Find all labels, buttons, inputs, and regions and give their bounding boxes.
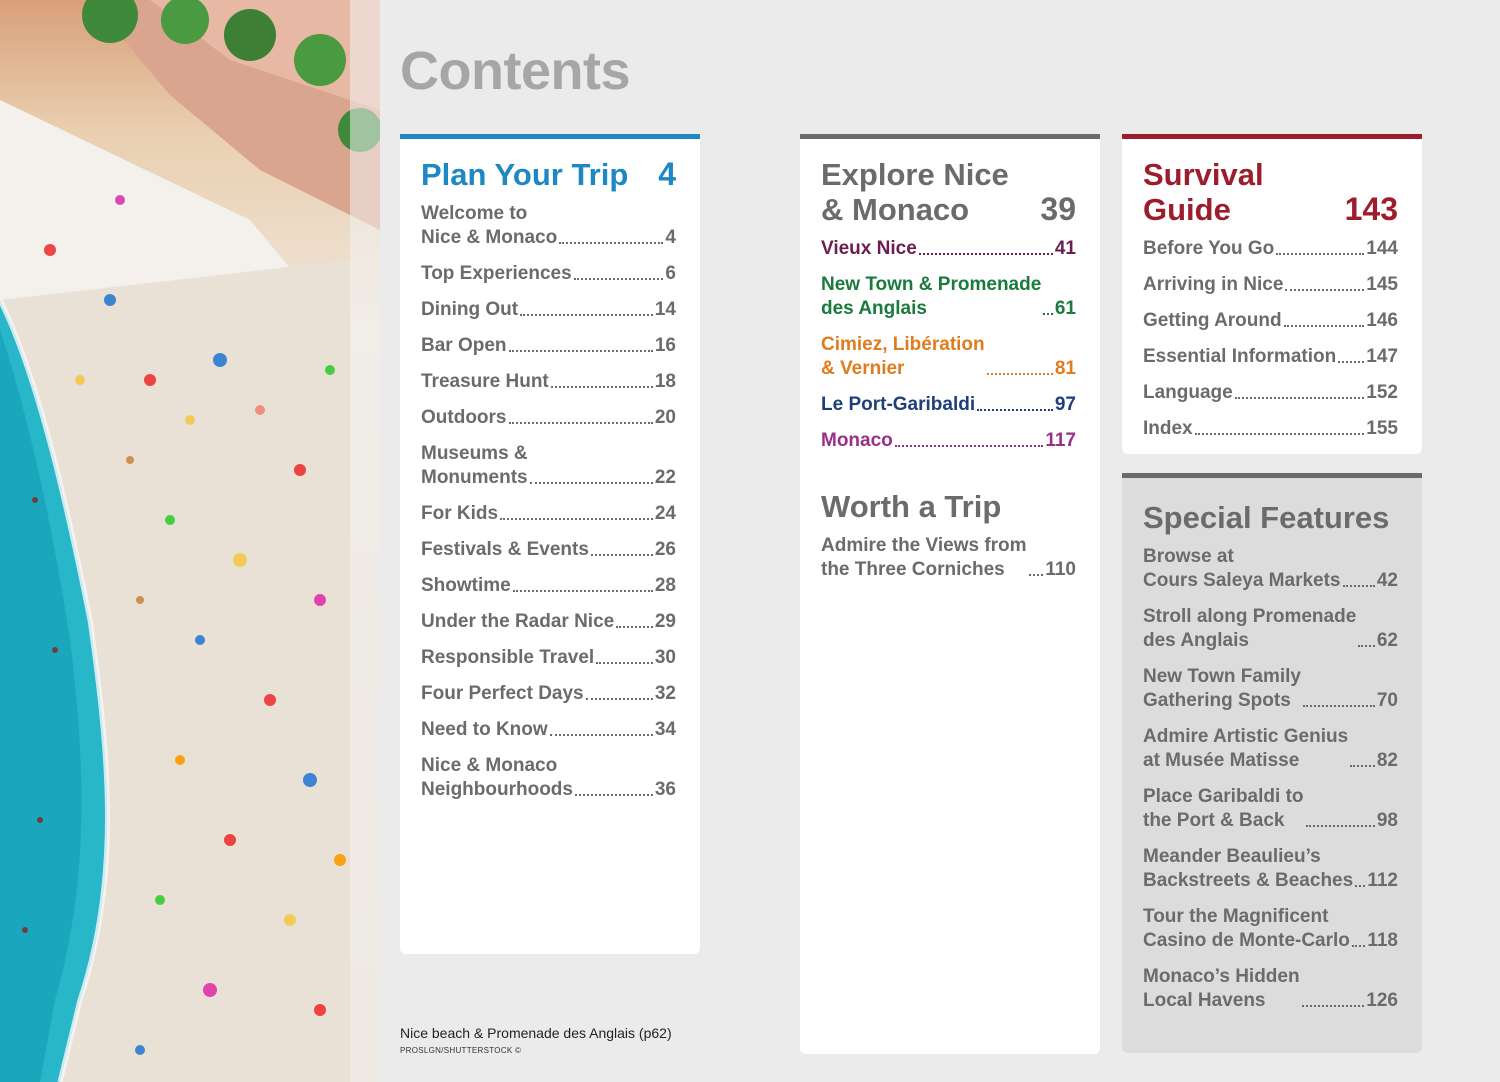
toc-leader-dots bbox=[1352, 945, 1365, 947]
toc-entry-label: Language bbox=[1143, 382, 1233, 403]
toc-entry[interactable] bbox=[1143, 665, 1398, 713]
plan-page: 4 bbox=[658, 156, 676, 192]
toc-entry[interactable] bbox=[421, 442, 676, 490]
toc-leader-dots bbox=[586, 698, 653, 700]
toc-entry[interactable] bbox=[821, 333, 1076, 381]
toc-entry-page: 16 bbox=[654, 335, 676, 356]
toc-entry-label: Browse at Cours Saleya Markets bbox=[1143, 546, 1341, 591]
toc-entry[interactable] bbox=[821, 393, 1076, 417]
toc-leader-dots bbox=[977, 409, 1053, 411]
toc-entry-page: 82 bbox=[1376, 750, 1398, 771]
toc-entry-label: Before You Go bbox=[1143, 238, 1275, 259]
toc-entry-page: 20 bbox=[654, 407, 676, 428]
toc-entry-label: Admire Artistic Genius at Musée Matisse bbox=[1143, 726, 1349, 771]
survival-list bbox=[1143, 237, 1398, 441]
toc-leader-dots bbox=[1350, 765, 1375, 767]
toc-leader-dots bbox=[596, 662, 653, 664]
toc-leader-dots bbox=[574, 278, 664, 280]
toc-entry-label: Tour the Magnificent Casino de Monte-Carlo bbox=[1143, 906, 1350, 951]
toc-entry[interactable] bbox=[421, 682, 676, 706]
toc-entry-label: Responsible Travel bbox=[421, 647, 595, 668]
toc-entry-label: Dining Out bbox=[421, 299, 519, 320]
toc-leader-dots bbox=[1358, 645, 1375, 647]
toc-entry[interactable] bbox=[421, 538, 676, 562]
toc-entry-page: 110 bbox=[1045, 559, 1076, 580]
toc-leader-dots bbox=[513, 590, 653, 592]
toc-entry-label: Meander Beaulieu’s Backstreets & Beaches bbox=[1143, 846, 1354, 891]
toc-entry[interactable] bbox=[1143, 905, 1398, 953]
plan-heading bbox=[421, 157, 676, 192]
toc-entry[interactable] bbox=[421, 718, 676, 742]
toc-entry-label: Stroll along Promenade des Anglais bbox=[1143, 606, 1357, 651]
toc-entry-page: 117 bbox=[1045, 430, 1076, 451]
toc-entry[interactable] bbox=[1143, 785, 1398, 833]
plan-list bbox=[421, 202, 676, 802]
toc-leader-dots bbox=[919, 253, 1053, 255]
toc-entry-page: 147 bbox=[1366, 346, 1398, 367]
toc-entry-page: 70 bbox=[1376, 690, 1398, 711]
toc-entry-label: Arriving in Nice bbox=[1143, 274, 1284, 295]
survival-guide-panel bbox=[1122, 134, 1422, 454]
toc-leader-dots bbox=[1302, 1005, 1365, 1007]
toc-entry-page: 24 bbox=[654, 503, 676, 524]
toc-entry-page: 145 bbox=[1366, 274, 1398, 295]
toc-leader-dots bbox=[1235, 397, 1365, 399]
toc-leader-dots bbox=[509, 350, 653, 352]
special-list bbox=[1143, 545, 1398, 1013]
toc-entry[interactable] bbox=[421, 574, 676, 598]
special-title: Special Features bbox=[1143, 500, 1390, 535]
toc-entry-label: Monaco’s Hidden Local Havens bbox=[1143, 966, 1300, 1011]
toc-entry[interactable] bbox=[421, 298, 676, 322]
toc-leader-dots bbox=[1306, 825, 1375, 827]
survival-page: 143 bbox=[1344, 191, 1398, 227]
survival-heading bbox=[1143, 157, 1398, 227]
toc-entry[interactable] bbox=[1143, 605, 1398, 653]
toc-entry[interactable] bbox=[821, 534, 1076, 582]
special-features-panel bbox=[1122, 473, 1422, 1053]
beach-photo bbox=[0, 0, 380, 1082]
plan-title: Plan Your Trip bbox=[421, 157, 629, 192]
toc-entry-label: Festivals & Events bbox=[421, 539, 589, 560]
beach-photo-art bbox=[0, 0, 380, 1082]
toc-entry-page: 81 bbox=[1054, 358, 1076, 379]
toc-leader-dots bbox=[616, 626, 653, 628]
toc-leader-dots bbox=[1303, 705, 1375, 707]
toc-entry[interactable] bbox=[1143, 965, 1398, 1013]
toc-entry[interactable] bbox=[421, 262, 676, 286]
toc-entry-label: Top Experiences bbox=[421, 263, 572, 284]
toc-entry-page: 4 bbox=[665, 227, 676, 248]
toc-leader-dots bbox=[509, 422, 653, 424]
toc-leader-dots bbox=[559, 242, 663, 244]
worth-title: Worth a Trip bbox=[821, 489, 1002, 524]
toc-entry-label: New Town & Promenade des Anglais bbox=[821, 274, 1042, 319]
toc-entry-page: 146 bbox=[1366, 310, 1398, 331]
toc-entry[interactable] bbox=[421, 502, 676, 526]
toc-entry-label: Four Perfect Days bbox=[421, 683, 584, 704]
toc-entry[interactable] bbox=[421, 646, 676, 670]
toc-entry[interactable] bbox=[1143, 545, 1398, 593]
toc-entry[interactable] bbox=[421, 334, 676, 358]
toc-entry-label: Showtime bbox=[421, 575, 511, 596]
toc-entry-page: 112 bbox=[1367, 870, 1398, 891]
toc-entry-page: 97 bbox=[1054, 394, 1076, 415]
explore-page: 39 bbox=[1040, 191, 1076, 227]
toc-entry-label: Treasure Hunt bbox=[421, 371, 549, 392]
toc-entry-page: 41 bbox=[1054, 238, 1076, 259]
worth-heading bbox=[821, 489, 1076, 524]
toc-entry[interactable] bbox=[821, 273, 1076, 321]
toc-entry-label: Need to Know bbox=[421, 719, 548, 740]
toc-entry-label: Under the Radar Nice bbox=[421, 611, 615, 632]
toc-entry-label: Place Garibaldi to the Port & Back bbox=[1143, 786, 1304, 831]
toc-entry-label: Cimiez, Libération & Vernier bbox=[821, 334, 985, 379]
toc-entry[interactable] bbox=[1143, 417, 1398, 441]
worth-list bbox=[821, 534, 1076, 582]
toc-leader-dots bbox=[520, 314, 653, 316]
toc-leader-dots bbox=[575, 794, 653, 796]
toc-entry-label: Getting Around bbox=[1143, 310, 1282, 331]
toc-leader-dots bbox=[1043, 313, 1053, 315]
toc-entry[interactable] bbox=[821, 237, 1076, 261]
toc-leader-dots bbox=[550, 734, 653, 736]
toc-entry-label: Bar Open bbox=[421, 335, 507, 356]
toc-entry-page: 144 bbox=[1366, 238, 1398, 259]
toc-leader-dots bbox=[1284, 325, 1365, 327]
toc-entry-page: 29 bbox=[654, 611, 676, 632]
toc-entry[interactable] bbox=[1143, 345, 1398, 369]
toc-entry-label: Essential Information bbox=[1143, 346, 1337, 367]
toc-leader-dots bbox=[895, 445, 1044, 447]
toc-entry-page: 32 bbox=[654, 683, 676, 704]
page-title: Contents bbox=[400, 41, 630, 101]
toc-entry-label: Admire the Views from the Three Corniches bbox=[821, 535, 1027, 580]
explore-title: Explore Nice & Monaco bbox=[821, 157, 1009, 227]
toc-entry-page: 34 bbox=[654, 719, 676, 740]
toc-leader-dots bbox=[1343, 585, 1375, 587]
toc-entry-page: 152 bbox=[1366, 382, 1398, 403]
toc-entry-label: Museums & Monuments bbox=[421, 443, 528, 488]
toc-entry-page: 14 bbox=[654, 299, 676, 320]
toc-leader-dots bbox=[1355, 885, 1365, 887]
toc-entry[interactable] bbox=[421, 406, 676, 430]
photo-fade-strip bbox=[350, 0, 380, 1082]
toc-entry-label: Outdoors bbox=[421, 407, 507, 428]
toc-leader-dots bbox=[530, 482, 653, 484]
toc-leader-dots bbox=[1276, 253, 1364, 255]
toc-leader-dots bbox=[551, 386, 653, 388]
special-heading bbox=[1143, 500, 1398, 535]
toc-entry-label: For Kids bbox=[421, 503, 499, 524]
toc-entry-page: 61 bbox=[1054, 298, 1076, 319]
toc-leader-dots bbox=[1195, 433, 1365, 435]
toc-entry[interactable] bbox=[1143, 725, 1398, 773]
toc-entry-label: Monaco bbox=[821, 430, 893, 451]
toc-entry-page: 22 bbox=[654, 467, 676, 488]
explore-heading bbox=[821, 157, 1076, 227]
toc-entry-page: 118 bbox=[1367, 930, 1398, 951]
toc-entry[interactable] bbox=[421, 202, 676, 250]
toc-entry[interactable] bbox=[1143, 845, 1398, 893]
toc-leader-dots bbox=[1029, 574, 1044, 576]
toc-entry-page: 42 bbox=[1376, 570, 1398, 591]
toc-leader-dots bbox=[591, 554, 653, 556]
toc-entry-page: 155 bbox=[1366, 418, 1398, 439]
toc-entry-label: Welcome to Nice & Monaco bbox=[421, 203, 558, 248]
toc-entry[interactable] bbox=[821, 429, 1076, 453]
plan-your-trip-panel bbox=[400, 134, 700, 954]
toc-entry-label: Index bbox=[1143, 418, 1193, 439]
toc-entry[interactable] bbox=[1143, 309, 1398, 333]
toc-entry[interactable] bbox=[421, 754, 676, 802]
toc-leader-dots bbox=[987, 373, 1053, 375]
toc-entry[interactable] bbox=[1143, 237, 1398, 261]
explore-panel bbox=[800, 134, 1100, 1054]
explore-list bbox=[821, 237, 1076, 453]
toc-entry-page: 126 bbox=[1366, 990, 1398, 1011]
toc-entry-label: Vieux Nice bbox=[821, 238, 917, 259]
photo-caption: Nice beach & Promenade des Anglais (p62) bbox=[400, 1025, 672, 1041]
survival-title: Survival Guide bbox=[1143, 157, 1264, 227]
toc-entry-label: New Town Family Gathering Spots bbox=[1143, 666, 1302, 711]
toc-entry-label: Nice & Monaco Neighbourhoods bbox=[421, 755, 573, 800]
toc-entry-page: 36 bbox=[654, 779, 676, 800]
toc-entry-page: 98 bbox=[1376, 810, 1398, 831]
toc-entry-page: 6 bbox=[665, 263, 676, 284]
toc-leader-dots bbox=[1285, 289, 1364, 291]
photo-credit: PROSLGN/SHUTTERSTOCK © bbox=[400, 1046, 522, 1055]
toc-leader-dots bbox=[500, 518, 653, 520]
toc-entry-page: 62 bbox=[1376, 630, 1398, 651]
toc-entry[interactable] bbox=[421, 370, 676, 394]
toc-entry-label: Le Port-Garibaldi bbox=[821, 394, 976, 415]
toc-entry[interactable] bbox=[1143, 273, 1398, 297]
toc-leader-dots bbox=[1338, 361, 1364, 363]
toc-entry-page: 18 bbox=[654, 371, 676, 392]
toc-entry[interactable] bbox=[1143, 381, 1398, 405]
toc-entry-page: 28 bbox=[654, 575, 676, 596]
toc-entry[interactable] bbox=[421, 610, 676, 634]
toc-entry-page: 30 bbox=[654, 647, 676, 668]
toc-entry-page: 26 bbox=[654, 539, 676, 560]
